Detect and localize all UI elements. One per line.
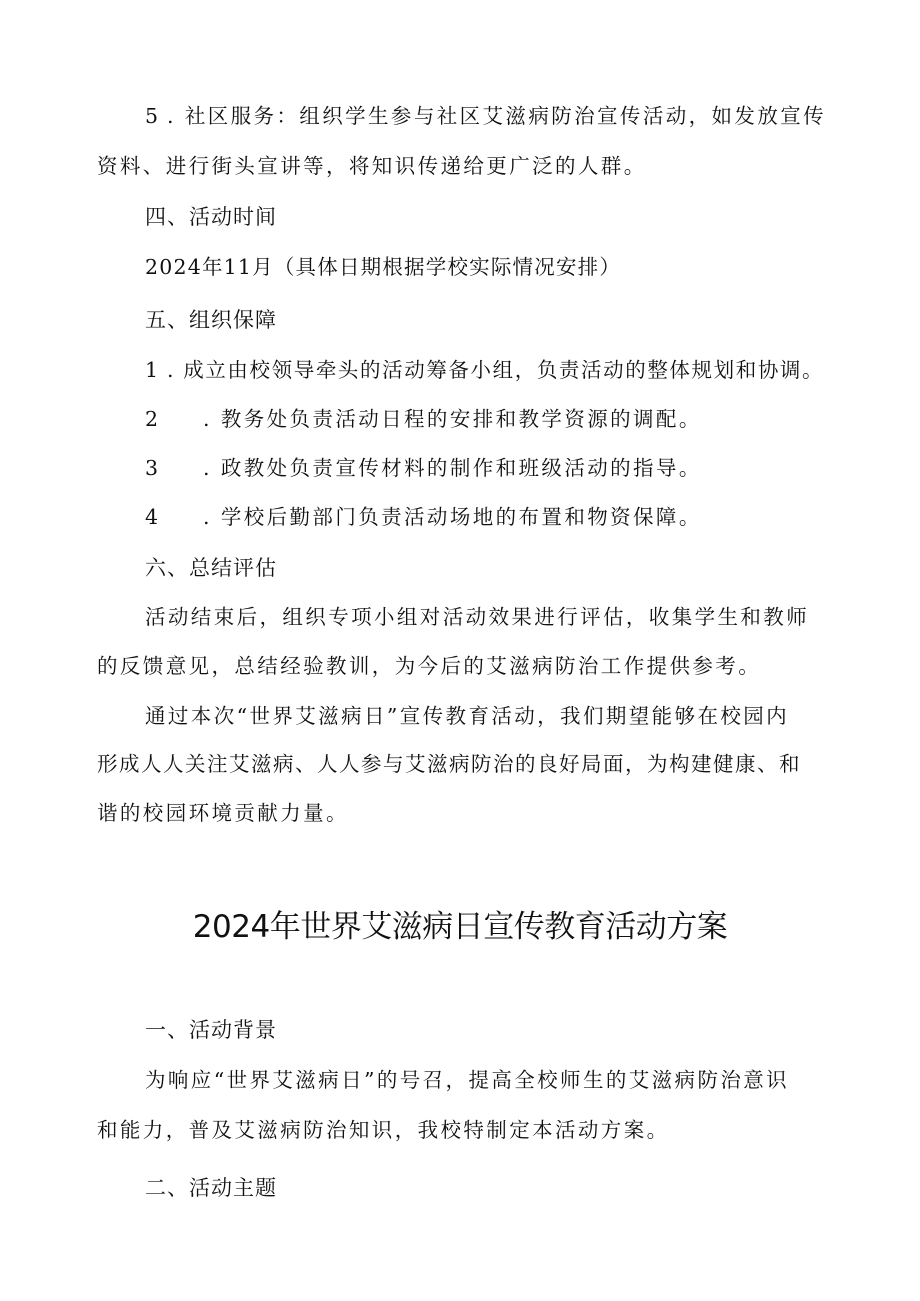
section-heading-theme: 二、活动主题 bbox=[145, 1176, 277, 1200]
time-text: 2024年11月（具体日期根据学校实际情况安排） bbox=[145, 255, 622, 279]
org-item-1 bbox=[145, 356, 824, 384]
org-item-1-text: . 成立由校领导牵头的活动筹备小组，负责活动的整体规划和协调。 bbox=[167, 358, 825, 382]
org-item-2-number: 2 bbox=[145, 407, 161, 431]
org-item-2 bbox=[145, 405, 702, 433]
org-item-4-number: 4 bbox=[145, 505, 161, 529]
org-item-3-number: 3 bbox=[145, 456, 161, 480]
item-5-text: . 社区服务：组织学生参与社区艾滋病防治宣传活动，如发放宣传 bbox=[167, 104, 827, 128]
background-line-2: 和能力，普及艾滋病防治知识，我校特制定本活动方案。 bbox=[97, 1118, 670, 1142]
item-5-line-1 bbox=[145, 102, 826, 130]
org-item-4 bbox=[145, 503, 702, 531]
org-item-3-text: . 政教处负责宣传材料的制作和班级活动的指导。 bbox=[203, 456, 702, 480]
section-heading-summary: 六、总结评估 bbox=[145, 556, 277, 580]
summary-para-2-line-2: 形成人人关注艾滋病、人人参与艾滋病防治的良好局面，为构建健康、和 bbox=[97, 752, 801, 776]
summary-para-1-line-2: 的反馈意见，总结经验教训，为今后的艾滋病防治工作提供参考。 bbox=[97, 654, 762, 678]
summary-para-2-line-3: 谐的校园环境贡献力量。 bbox=[97, 801, 349, 825]
background-line-1: 为响应“世界艾滋病日”的号召，提高全校师生的艾滋病防治意识 bbox=[145, 1068, 790, 1092]
item-5-line-2: 资料、进行街头宣讲等，将知识传递给更广泛的人群。 bbox=[97, 154, 647, 178]
section-heading-org: 五、组织保障 bbox=[145, 308, 277, 332]
org-item-4-text: . 学校后勤部门负责活动场地的布置和物资保障。 bbox=[203, 505, 702, 529]
section-heading-time: 四、活动时间 bbox=[145, 205, 277, 229]
item-5-number: 5 bbox=[145, 104, 161, 128]
org-item-1-number: 1 bbox=[145, 358, 160, 382]
org-item-2-text: . 教务处负责活动日程的安排和教学资源的调配。 bbox=[203, 407, 702, 431]
document-title: 2024年世界艾滋病日宣传教育活动方案 bbox=[192, 909, 728, 945]
summary-para-1-line-1: 活动结束后，组织专项小组对活动效果进行评估，收集学生和教师 bbox=[145, 605, 810, 629]
org-item-3 bbox=[145, 454, 702, 482]
summary-para-2-line-1: 通过本次“世界艾滋病日”宣传教育活动，我们期望能够在校园内 bbox=[145, 704, 790, 728]
section-heading-background: 一、活动背景 bbox=[145, 1018, 277, 1042]
